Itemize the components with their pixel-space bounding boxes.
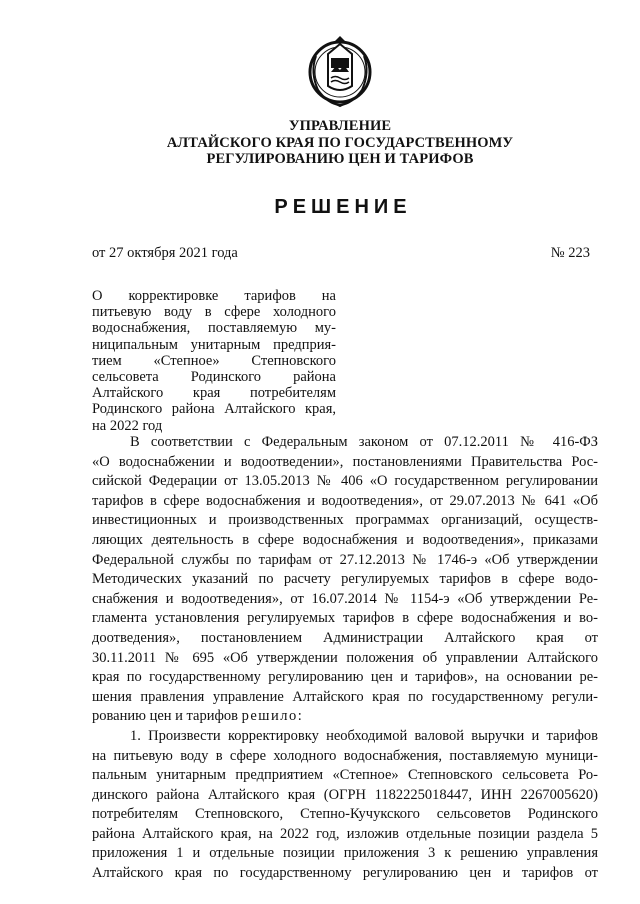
body-line-resolution — [92, 707, 598, 727]
document-body — [92, 433, 598, 884]
item-line: потребителям Степновского, Степно-Кучукского сельсоветов Родинского — [92, 806, 598, 823]
body-line: тарифов в сфере водоснабжения и водоотведения», от 29.07.2013 № 641 «Об — [92, 492, 598, 509]
subject-line: Родинского района Алтайского края, — [92, 401, 336, 418]
organization-name — [0, 118, 640, 168]
subject-line: О корректировке тарифов на — [92, 288, 336, 304]
org-line: РЕГУЛИРОВАНИЮ ЦЕН И ТАРИФОВ — [206, 151, 474, 167]
subject-line: Алтайского края потребителям — [92, 385, 336, 402]
document-title: РЕШЕНИЕ — [274, 196, 412, 218]
body-line: В соответствии с Федеральным законом от 07.12.2011 № 416-ФЗ — [130, 434, 598, 450]
body-line: шения правления управление Алтайского края по государственному регули- — [92, 688, 598, 705]
subject-line: сельсовета Родинского района — [92, 369, 336, 386]
body-line: Методических указаний по расчету регулируемых тарифов в сфере водо- — [92, 571, 598, 588]
subject-line: водоснабжения, поставляемую му- — [92, 320, 336, 337]
subject-line: питьевую воду в сфере холодного — [92, 304, 336, 321]
org-line: УПРАВЛЕНИЕ — [288, 118, 392, 134]
item-line: на питьевую воду в сфере холодного водоснабжения, поставляемую муници- — [92, 747, 598, 764]
body-line-text: рованию цен и тарифов — [92, 708, 238, 725]
body-line: гламента установления регулируемых тарифов в сфере водоснабжения и во- — [92, 610, 598, 627]
resolved-word: решило — [241, 708, 298, 725]
body-line: «О водоснабжении и водоотведении», постановлениями Правительства Рос- — [92, 453, 598, 470]
document-subject — [92, 288, 336, 434]
subject-line: на 2022 год — [92, 417, 163, 434]
org-line: АЛТАЙСКОГО КРАЯ ПО ГОСУДАРСТВЕННОМУ — [166, 134, 514, 151]
body-line: 30.11.2011 № 695 «Об утверждении положения об управлении Алтайского — [92, 649, 598, 666]
body-line: сийской Федерации от 13.05.2013 № 406 «О государственном регулировании — [92, 473, 598, 490]
item-line: динского района Алтайского края (ОГРН 1182225018447, ИНН 2267005620) — [92, 786, 598, 803]
body-line: Федеральной службы по тарифам от 27.12.2013 № 1746-э «Об утверждении — [92, 551, 598, 568]
body-line: инвестиционных и производственных программах организаций, осуществ- — [92, 512, 598, 529]
document-number: № 223 — [550, 245, 590, 261]
resolved-colon: : — [297, 708, 302, 725]
subject-line: ниципальным унитарным предприя- — [92, 336, 336, 353]
item-line: приложения 1 и отдельные позиции приложения 3 к решению управления — [92, 845, 598, 862]
subject-line: тием «Степное» Степновского — [92, 352, 336, 369]
body-line: ляющих деятельность в сфере водоснабжения и водоотведения», приказами — [92, 531, 598, 548]
coat-of-arms-emblem — [300, 34, 380, 108]
item-line: района Алтайского края, на 2022 год, изложив отдельные позиции раздела 5 — [92, 825, 598, 842]
item-line: пальным унитарным предприятием «Степное» Степновского сельсовета Ро- — [92, 767, 598, 784]
body-line: снабжения и водоотведения», от 16.07.2014 № 1154-э «Об утверждении Ре- — [92, 590, 598, 607]
item-line: Алтайского края по государственному регулированию цен и тарифов от — [92, 865, 598, 882]
body-line: края по государственному регулированию цен и тарифов», на основании ре- — [92, 669, 598, 686]
document-date: от 27 октября 2021 года — [92, 245, 238, 261]
body-line: доотведения», постановлением Администрации Алтайского края от — [92, 629, 598, 646]
item-line: 1. Произвести корректировку необходимой валовой выручки и тарифов — [130, 727, 598, 744]
